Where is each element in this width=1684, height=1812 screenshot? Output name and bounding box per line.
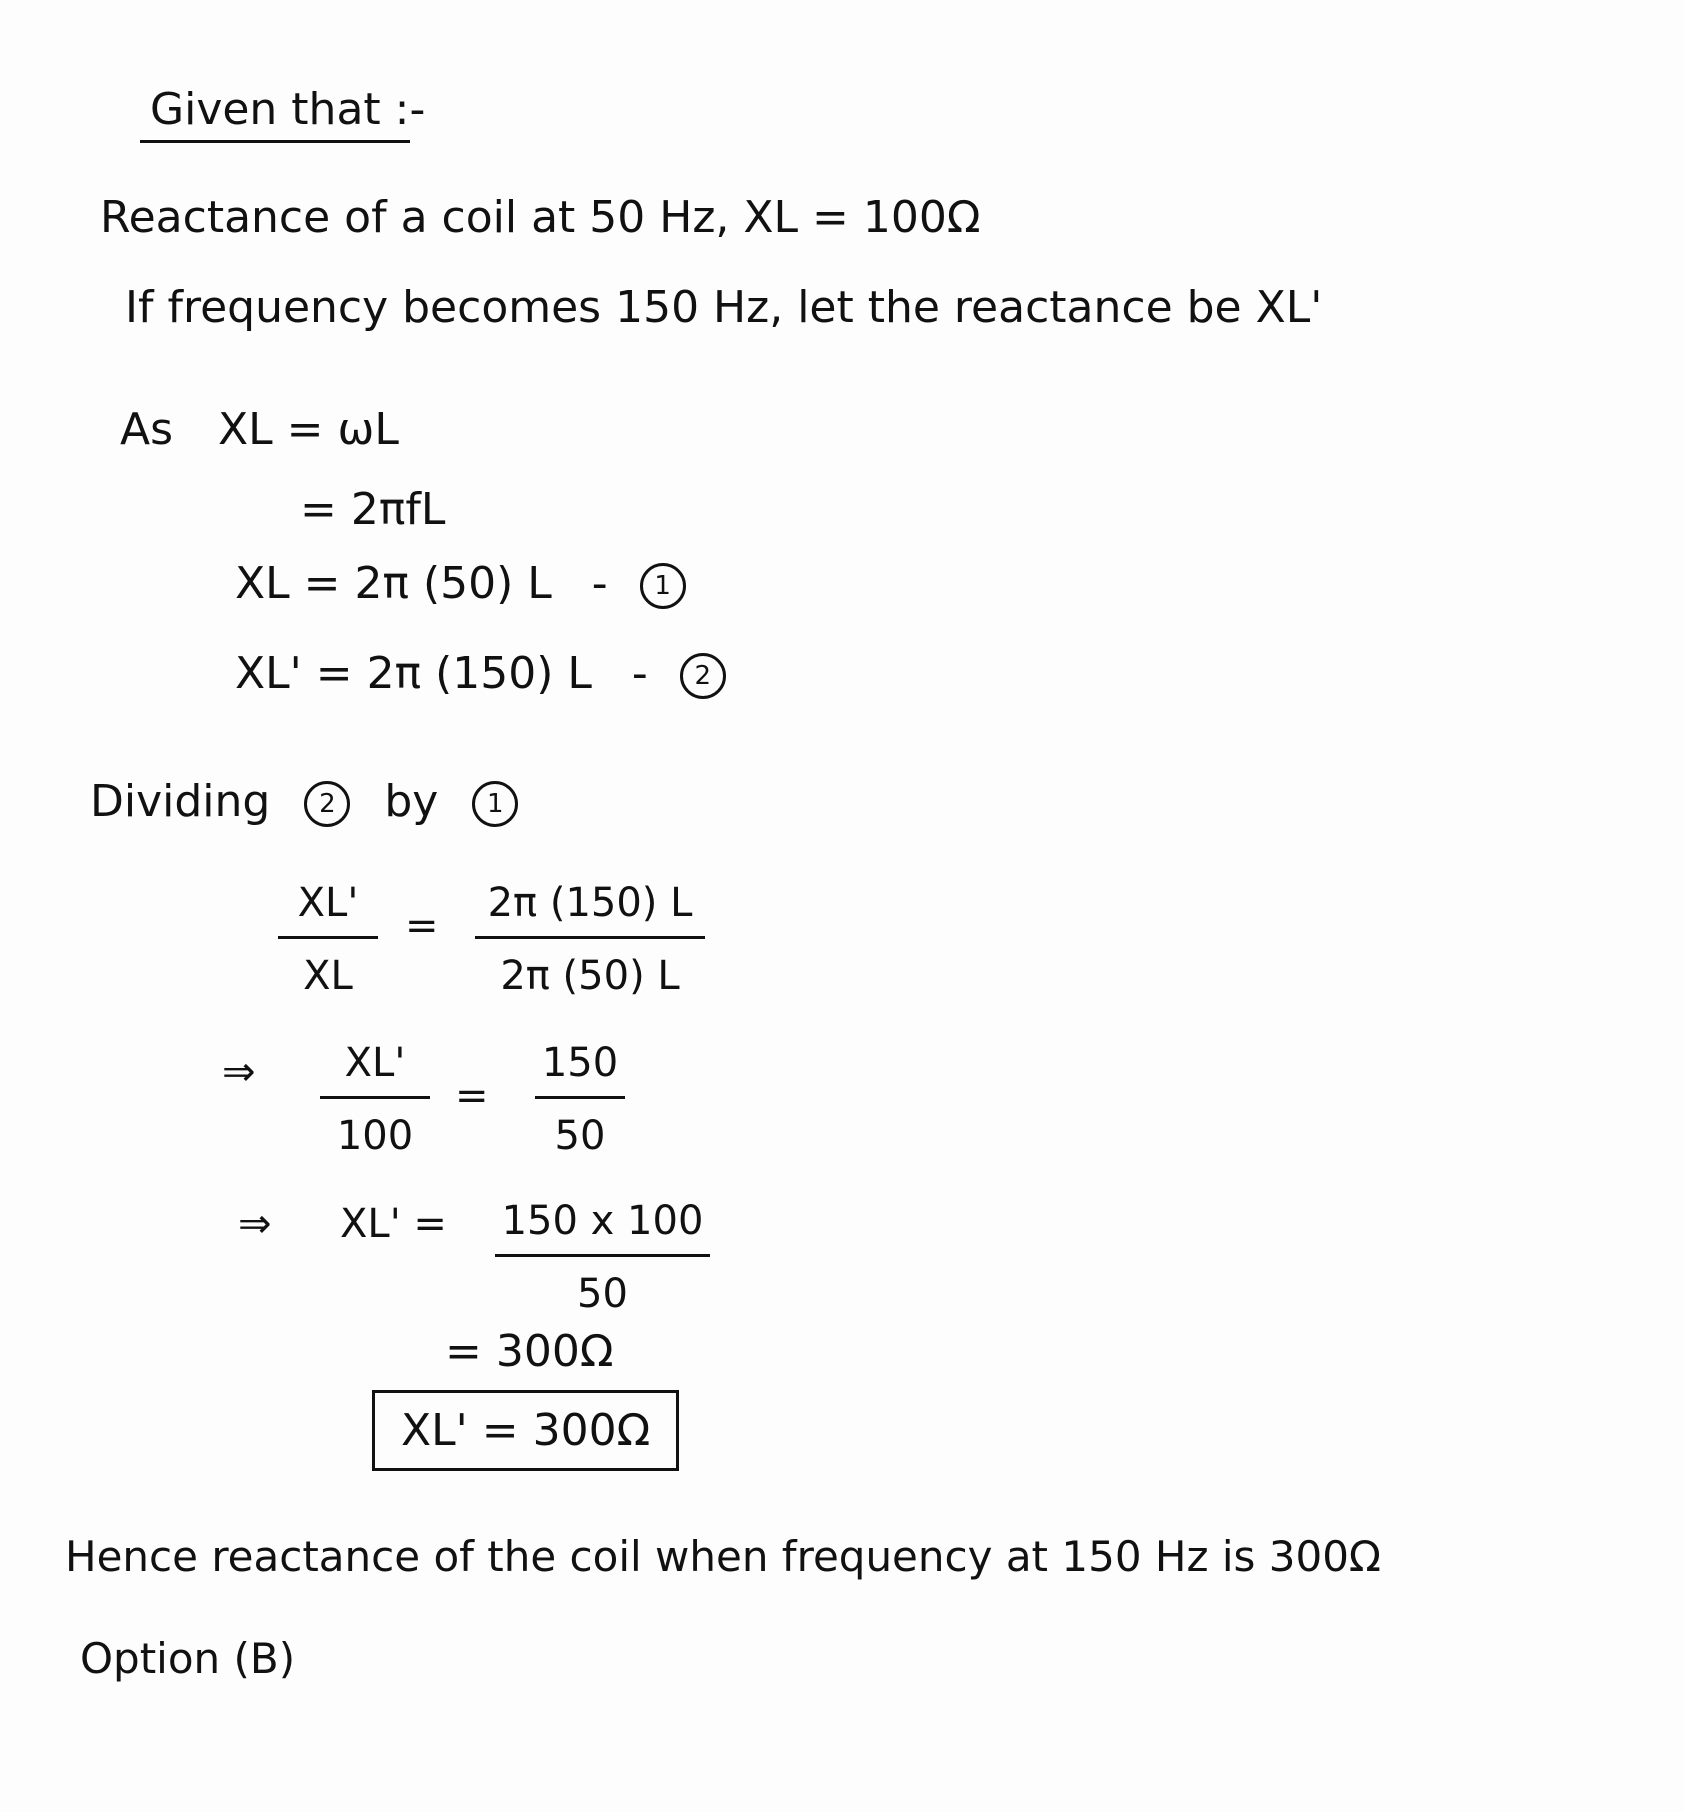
- equation-one: [235, 558, 686, 609]
- heading-underline: [140, 140, 410, 143]
- substituted-rhs-numerator: 150: [541, 1040, 619, 1086]
- fraction-bar: [495, 1254, 710, 1257]
- substituted-lhs-denominator: 100: [336, 1113, 414, 1159]
- result-line: = 300Ω: [445, 1326, 614, 1377]
- heading-given-that: Given that :-: [150, 84, 426, 135]
- fraction-bar: [535, 1096, 625, 1099]
- fraction-bar: [278, 936, 378, 939]
- dividing-step: [90, 776, 518, 827]
- equation-two-tag: 2: [680, 653, 726, 699]
- equation-two: [235, 648, 726, 699]
- as-label: As: [120, 404, 174, 455]
- ratio-lhs-numerator: XL': [297, 880, 359, 926]
- dividing-tag-two: 2: [304, 781, 350, 827]
- rearranged-lhs: XL' =: [340, 1201, 447, 1247]
- equation-one-dash: -: [591, 558, 608, 609]
- implies-arrow: ⇒: [238, 1201, 272, 1247]
- equation-two-dash: -: [631, 648, 648, 699]
- conclusion-line: Hence reactance of the coil when frequency at 150 Hz is 300Ω: [65, 1532, 1382, 1581]
- boxed-result: XL' = 300Ω: [372, 1390, 679, 1471]
- substituted-lhs: [320, 1040, 430, 1159]
- given-reactance-line: Reactance of a coil at 50 Hz, XL = 100Ω: [100, 192, 981, 243]
- equals-sign: =: [405, 903, 439, 949]
- ratio-rhs-denominator: 2π (50) L: [500, 953, 680, 999]
- rearranged-rhs-numerator: 150 x 100: [501, 1198, 704, 1244]
- given-frequency-line: If frequency becomes 150 Hz, let the reactance be XL': [125, 282, 1323, 333]
- equation-one-tag: 1: [640, 563, 686, 609]
- equals-sign: =: [455, 1073, 489, 1119]
- implies-arrow: ⇒: [222, 1049, 256, 1095]
- equation-two-text: XL' = 2π (150) L: [235, 648, 592, 699]
- ratio-lhs-denominator: XL: [303, 953, 353, 999]
- rearranged-rhs: [495, 1198, 710, 1317]
- fraction-bar: [320, 1096, 430, 1099]
- rearranged-rhs-denominator: 50: [577, 1271, 628, 1317]
- dividing-tag-one: 1: [472, 781, 518, 827]
- substituted-rhs: [535, 1040, 625, 1159]
- equation-one-text: XL = 2π (50) L: [235, 558, 552, 609]
- ratio-lhs: [278, 880, 378, 999]
- equation-xl-omega-l: XL = ωL: [218, 404, 399, 455]
- ratio-rhs-numerator: 2π (150) L: [487, 880, 693, 926]
- substituted-rhs-denominator: 50: [554, 1113, 606, 1159]
- option-line: Option (B): [80, 1634, 296, 1683]
- dividing-label: Dividing: [90, 776, 271, 827]
- substituted-lhs-numerator: XL': [344, 1040, 406, 1086]
- ratio-rhs: [475, 880, 705, 999]
- dividing-by: by: [384, 776, 439, 827]
- fraction-bar: [475, 936, 705, 939]
- equation-2-pi-f-l: = 2πfL: [300, 484, 446, 535]
